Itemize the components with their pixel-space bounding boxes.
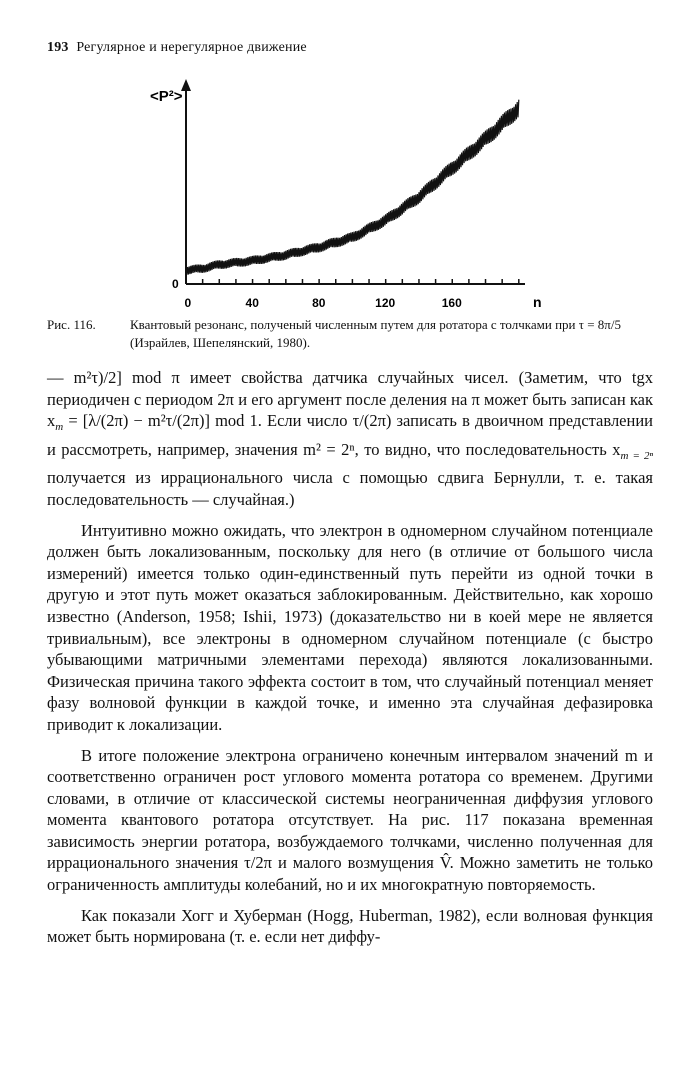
x-tick-label-160: 160: [441, 296, 462, 310]
paragraph-1-part-c: = [λ/(2π) − m²τ/(2π)] mod 1. Если число τ/(2π) записать в двоичном представлении и рассмотреть, например, значения m² = 2ⁿ, то видно, что последовательность x: [47, 411, 653, 459]
subscript-m: m: [55, 421, 64, 434]
quantum-resonance-chart: [150, 75, 560, 315]
caption-label: Рис. 116.: [47, 317, 96, 332]
paragraph-2: Интуитивно можно ожидать, что электрон в одномерном случайном потенциале должен быть локализованным, поскольку для него (в отличие от большого числа измерений) имеется только один-единственный путь перейти из одной точки в другую и этот путь может оказаться заблокированным. Действительно, как хорошо известно (Anderson, 1958; Ishii, 1973) (доказательство ни в коей мере не является тривиальным), все электроны в одномерном случайном потенциале (с быстро убывающими матричными элементами перехода) являются локализованными. Физическая причина такого эффекта состоит в том, что случайный потенциал меняет фазу волновой функции в каждой точке, и именно эта случайная дефазировка приводит к локализации.: [47, 520, 653, 734]
paragraph-1-part-a: — m²τ)/2] mod π имеет свойства датчика случайных чисел. (Заметим, что tgx периодичен с периодом 2π и его аргумент после деления на π может быть записан как x: [47, 368, 653, 431]
x-tick-label-120: 120: [375, 296, 396, 310]
x-tick-label-0: 0: [184, 296, 192, 310]
paragraph-1: [47, 367, 653, 511]
x-axis-label: n: [533, 294, 542, 310]
y-axis-label: <P²>: [150, 88, 183, 105]
paragraph-4: Как показали Хогг и Хуберман (Hogg, Huberman, 1982), если волновая функция может быть нормирована (т. е. если нет диффу-: [47, 905, 653, 947]
figure-116: [150, 75, 560, 315]
paragraph-3: В итоге положение электрона ограничено конечным интервалом значений m и соответственно ограничен рост углового момента ротатора со временем. Другими словами, в отличие от классической системы неограниченная диффузия углового момента квантового ротатора отсутствует. На рис. 117 показана временная зависимость энергии ротатора, возбуждаемого толчками, численно полученная для иррационального значения τ/2π и малого возмущения V̂. Можно заметить не только ограниченность амплитуды колебаний, но и их многократную повторяемость.: [47, 745, 653, 895]
y-zero-label: 0: [172, 277, 179, 291]
x-tick-label-40: 40: [245, 296, 259, 310]
page-number: 193: [47, 40, 69, 55]
running-head: [47, 40, 307, 56]
caption-text: Квантовый резонанс, полученый численным путем для ротатора с толчками при τ = 8π/5 (Израйлев, Шепелянский, 1980).: [130, 317, 621, 350]
x-tick-label-80: 80: [312, 296, 326, 310]
running-title: Регулярное и нерегулярное движение: [76, 40, 307, 55]
series-line: [186, 100, 519, 275]
chart-axes: [150, 79, 542, 310]
body-text: [47, 367, 653, 948]
subscript-m-2n: m = 2ⁿ: [620, 449, 653, 462]
paragraph-1-part-e: получается из иррационального числа с помощью сдвига Бернулли, т. е. такая последовательность — случайная.): [47, 468, 653, 509]
figure-caption: [47, 316, 657, 352]
